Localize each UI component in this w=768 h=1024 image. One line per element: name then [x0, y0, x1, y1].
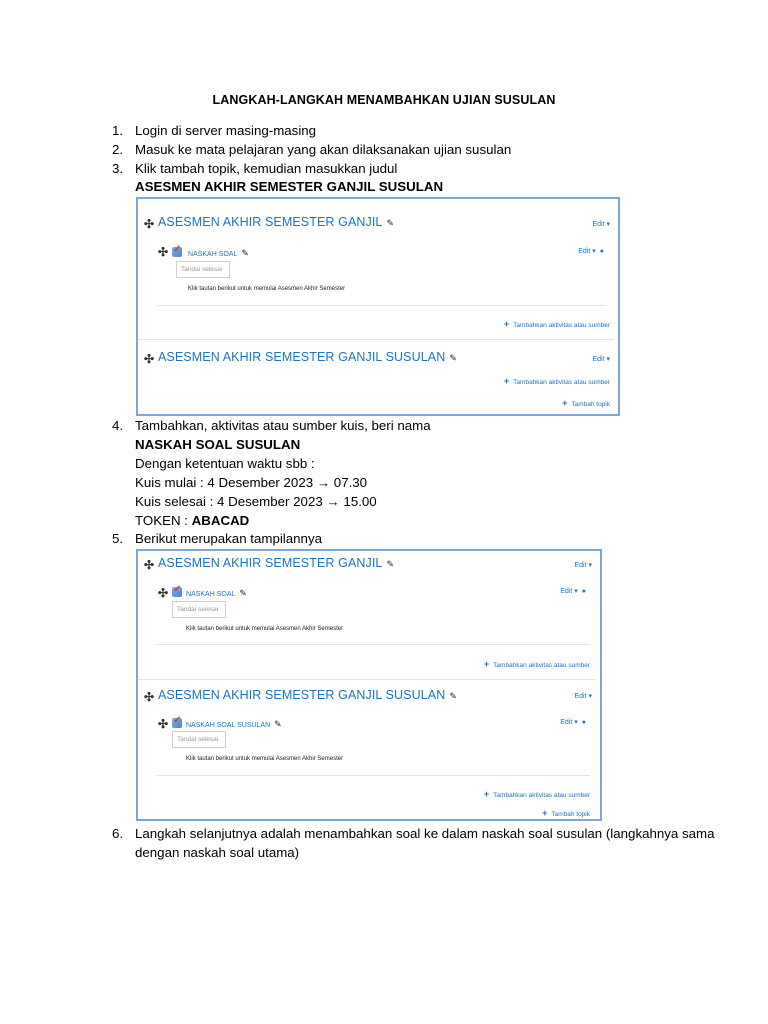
section-title-ganjil-susulan[interactable]: ASESMEN AKHIR SEMESTER GANJIL SUSULAN ✎: [158, 350, 457, 364]
add-topic-link[interactable]: + Tambah topik: [542, 808, 590, 818]
pencil-icon[interactable]: ✎: [241, 248, 249, 258]
activity-description: Klik tautan berikut untuk memulai Asesmen Akhir Semester: [186, 756, 344, 762]
step-2-number: 2.: [112, 142, 124, 157]
activity-description: Klik tautan berikut untuk memulai Asesmen Akhir Semester: [186, 626, 344, 632]
add-activity-link[interactable]: + Tambahkan aktivitas atau sumber: [503, 376, 610, 386]
section-title-ganjil[interactable]: ASESMEN AKHIR SEMESTER GANJIL ✎: [158, 215, 395, 229]
divider: [156, 644, 590, 645]
section-edit-menu[interactable]: Edit ▾: [592, 221, 610, 228]
move-cross-icon[interactable]: ✣: [144, 690, 155, 704]
step-6-number: 6.: [112, 826, 124, 841]
user-icon[interactable]: ●: [581, 719, 586, 726]
screenshot-panel-1: [136, 197, 620, 416]
user-icon[interactable]: ●: [581, 588, 586, 595]
step-6-line-2: dengan naskah soal utama): [135, 845, 300, 860]
plus-icon: +: [503, 319, 510, 329]
step-5-number: 5.: [112, 531, 124, 546]
add-activity-link[interactable]: + Tambahkan aktivitas atau sumber: [503, 319, 610, 329]
step-3-number: 3.: [112, 161, 124, 176]
screenshot-panel-2: [136, 549, 602, 821]
activity-description: Klik tautan berikut untuk memulai Asesmen Akhir Semester: [188, 286, 346, 292]
divider: [156, 775, 590, 776]
pencil-icon[interactable]: ✎: [449, 691, 457, 701]
quiz-icon: [172, 587, 182, 597]
activity-edit-menu[interactable]: Edit ▾ ●: [560, 588, 586, 595]
add-topic-link[interactable]: + Tambah topik: [562, 398, 610, 408]
section-title-ganjil[interactable]: ASESMEN AKHIR SEMESTER GANJIL ✎: [158, 556, 395, 570]
section-edit-menu[interactable]: Edit ▾: [592, 356, 610, 363]
move-cross-icon[interactable]: ✣: [144, 217, 155, 231]
step-2-text: Masuk ke mata pelajaran yang akan dilaksanakan ujian susulan: [135, 142, 512, 157]
step-4-text: Tambahkan, aktivitas atau sumber kuis, beri nama: [135, 418, 431, 433]
activity-naskah-soal-susulan[interactable]: NASKAH SOAL SUSULAN ✎: [186, 719, 282, 729]
plus-icon: +: [503, 376, 510, 386]
move-cross-icon[interactable]: ✣: [144, 352, 155, 366]
quiz-icon: [172, 247, 182, 257]
document-title: LANGKAH-LANGKAH MENAMBAHKAN UJIAN SUSULAN: [212, 93, 556, 107]
step-1-text: Login di server masing-masing: [135, 123, 317, 138]
move-cross-icon[interactable]: ✣: [144, 558, 155, 572]
section-divider: [138, 679, 596, 680]
token-value: ABACAD: [191, 513, 250, 528]
step-4-bold-name: NASKAH SOAL SUSULAN: [135, 437, 301, 452]
quiz-icon: [172, 718, 182, 728]
step-3-bold-title: ASESMEN AKHIR SEMESTER GANJIL SUSULAN: [135, 179, 444, 194]
activity-edit-menu[interactable]: Edit ▾ ●: [560, 719, 586, 726]
pencil-icon[interactable]: ✎: [449, 353, 457, 363]
step-3-text: Klik tambah topik, kemudian masukkan judul: [135, 161, 398, 176]
pencil-icon[interactable]: ✎: [274, 719, 282, 729]
step-4-line-4: Kuis mulai : 4 Desember 2023 → 07.30: [135, 475, 368, 490]
step-4-line-3: Dengan ketentuan waktu sbb :: [135, 456, 315, 471]
plus-icon: +: [483, 789, 490, 799]
step-4-number: 4.: [112, 418, 124, 433]
step-6-line-1: Langkah selanjutnya adalah menambahkan soal ke dalam naskah soal susulan (langkahnya sama: [135, 826, 715, 841]
plus-icon: +: [542, 808, 548, 818]
step-4-line-5: Kuis selesai : 4 Desember 2023 → 15.00: [135, 494, 377, 509]
step-5-text: Berikut merupakan tampilannya: [135, 531, 322, 546]
section-title-ganjil-susulan[interactable]: ASESMEN AKHIR SEMESTER GANJIL SUSULAN ✎: [158, 688, 457, 702]
move-cross-icon[interactable]: ✣: [158, 586, 169, 600]
section-edit-menu[interactable]: Edit ▾: [574, 562, 592, 569]
move-cross-icon[interactable]: ✣: [158, 245, 169, 259]
move-cross-icon[interactable]: ✣: [158, 717, 169, 731]
section-edit-menu[interactable]: Edit ▾: [574, 693, 592, 700]
pencil-icon[interactable]: ✎: [386, 218, 395, 228]
step-1-number: 1.: [112, 123, 124, 138]
pencil-icon[interactable]: ✎: [386, 559, 395, 569]
mark-done-button[interactable]: Tandai selesai: [176, 261, 230, 278]
plus-icon: +: [483, 659, 490, 669]
mark-done-button[interactable]: Tandai selesai: [172, 601, 226, 618]
section-divider: [138, 339, 614, 340]
plus-icon: +: [562, 398, 568, 408]
step-4-token-line: TOKEN : ABACAD: [135, 513, 250, 528]
activity-naskah-soal[interactable]: NASKAH SOAL ✎: [186, 588, 247, 598]
divider: [156, 305, 606, 306]
add-activity-link[interactable]: + Tambahkan aktivitas atau sumber: [483, 659, 590, 669]
activity-edit-menu[interactable]: Edit ▾ ●: [578, 248, 604, 255]
mark-done-button[interactable]: Tandai selesai: [172, 731, 226, 748]
add-activity-link[interactable]: + Tambahkan aktivitas atau sumber: [483, 789, 590, 799]
user-icon[interactable]: ●: [599, 248, 604, 255]
activity-naskah-soal[interactable]: NASKAH SOAL ✎: [188, 248, 249, 258]
pencil-icon[interactable]: ✎: [239, 588, 247, 598]
